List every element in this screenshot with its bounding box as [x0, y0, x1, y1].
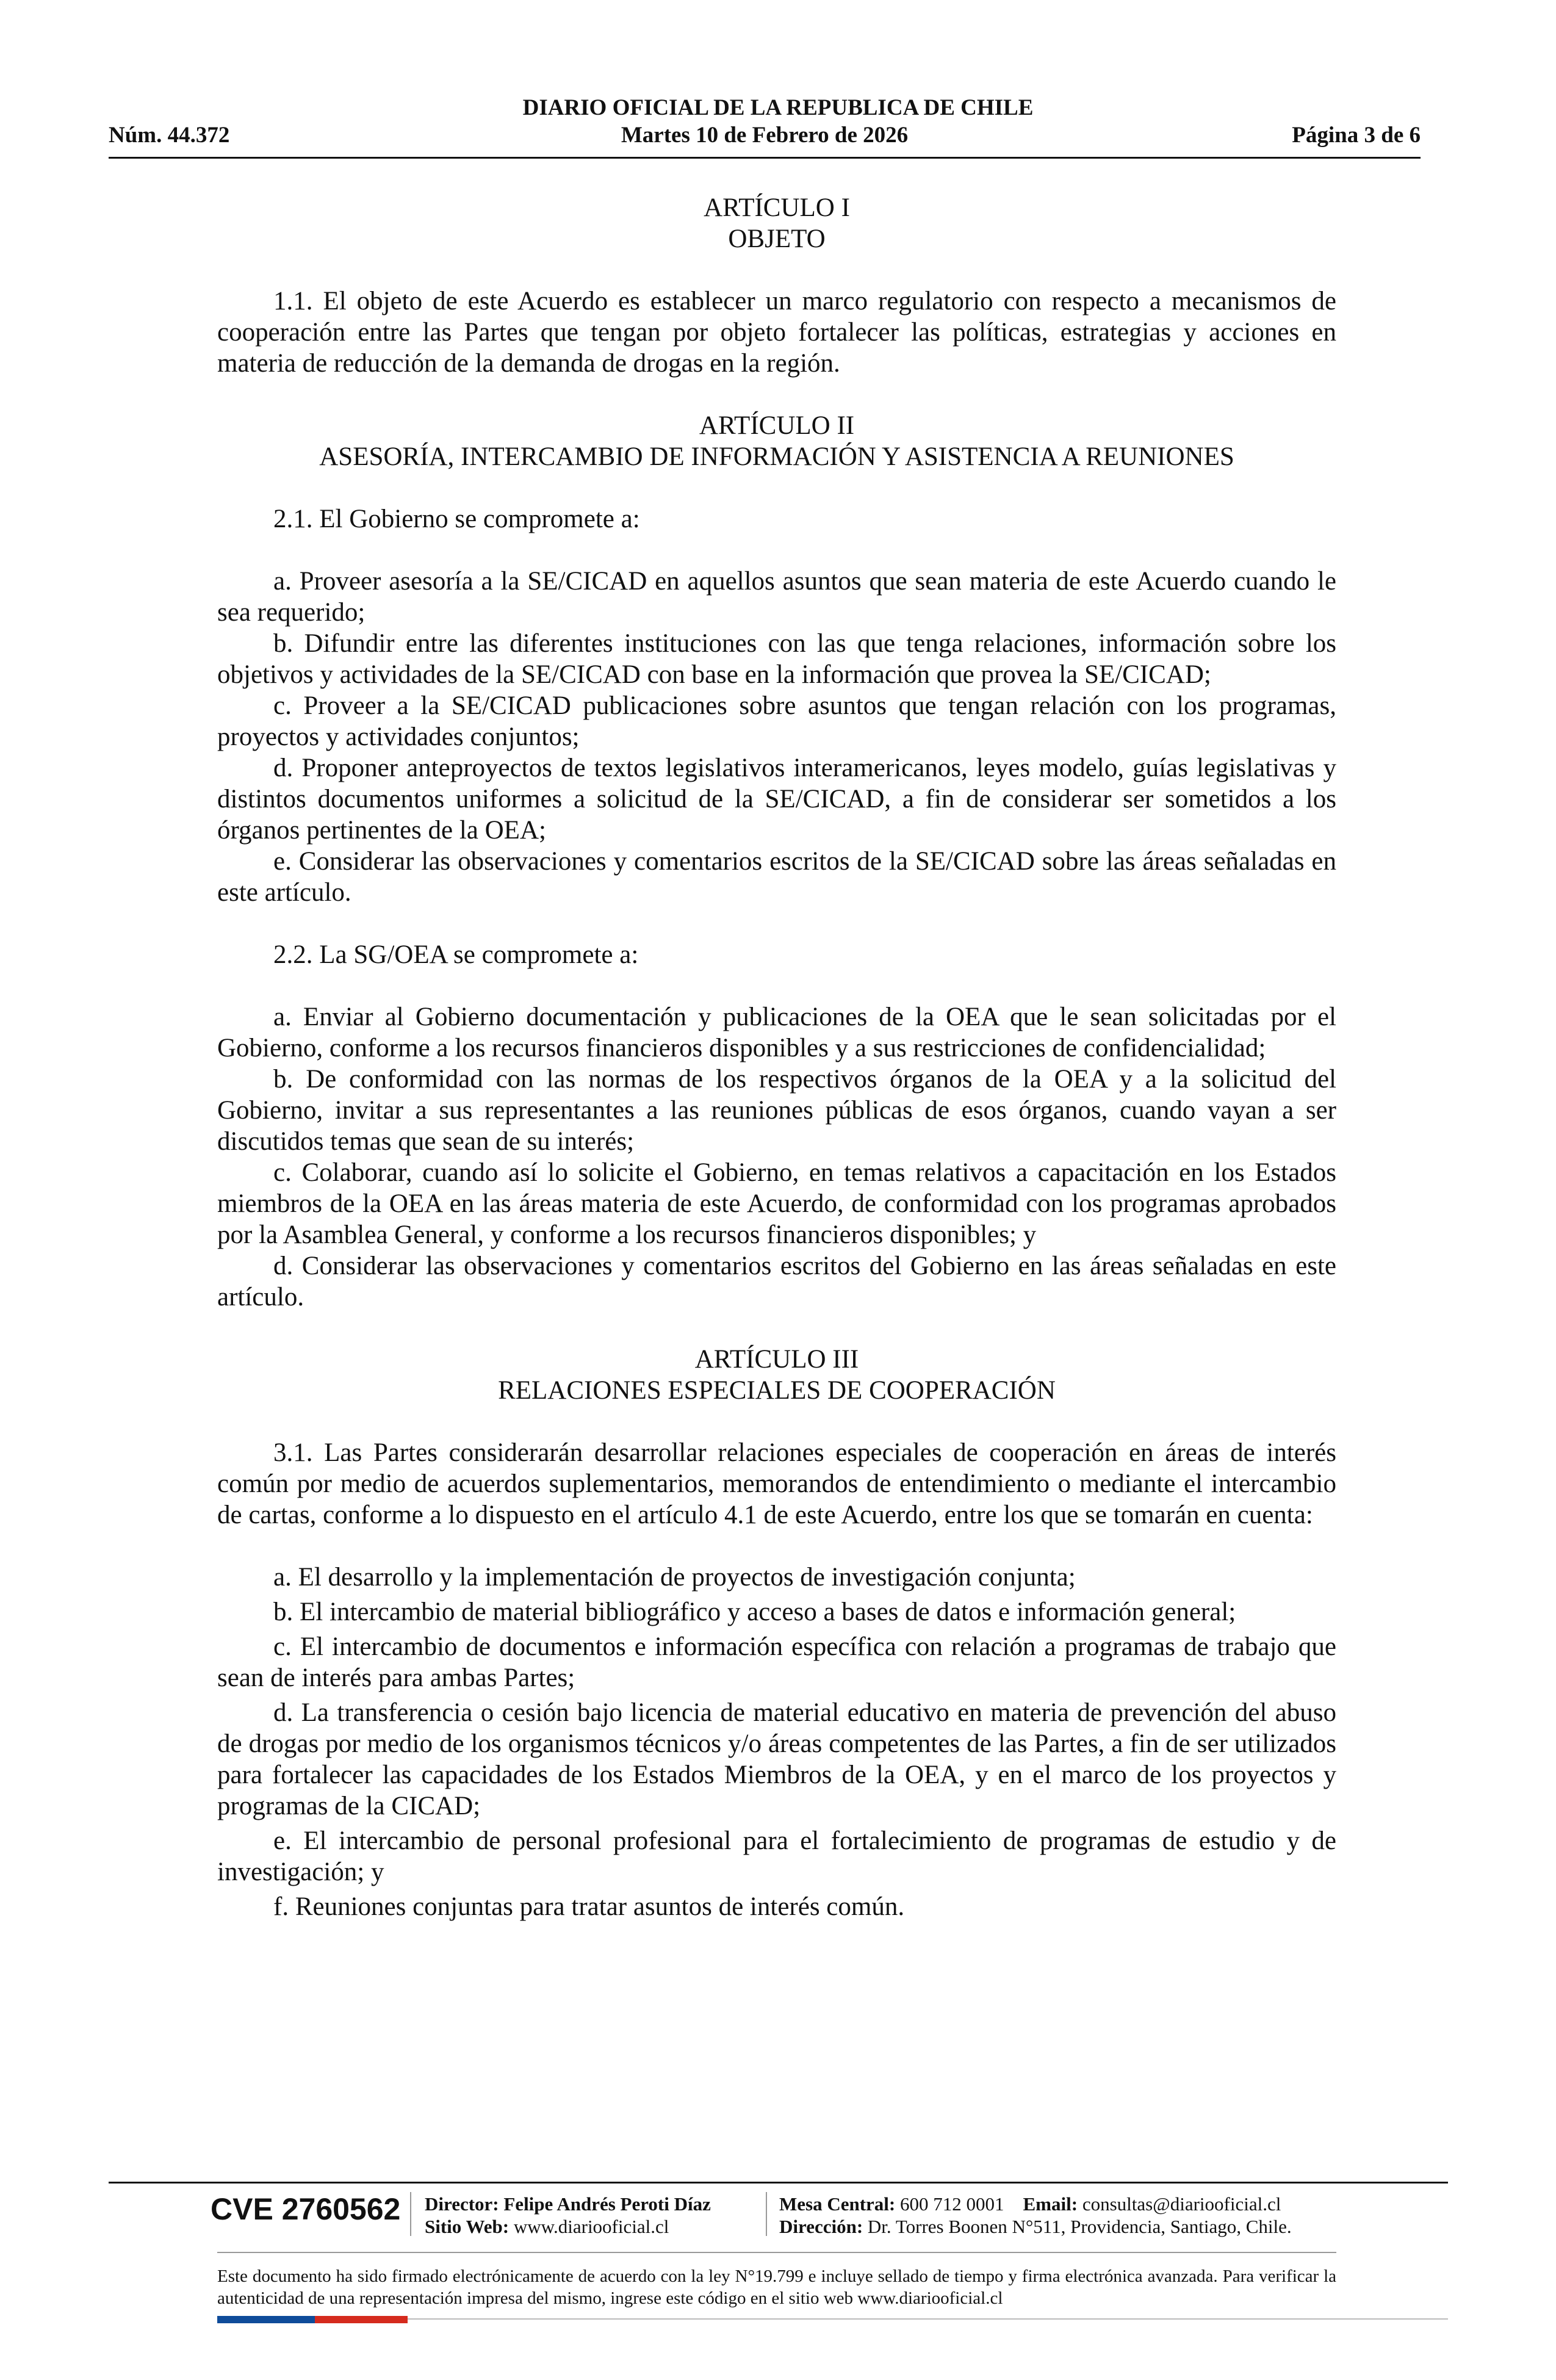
footer-divider-mid: [217, 2252, 1336, 2253]
list-item: f. Reuniones conjuntas para tratar asuntos de interés común.: [273, 1892, 905, 1921]
footer-separator: [766, 2192, 767, 2236]
list-item: d. La transferencia o cesión bajo licencia de material educativo en materia de prevención del abuso de drogas por medio de los organismos técnicos y/o áreas competentes de las Partes, a fin de ser utilizados para fortalecer las capacidades de los Estados Miembros de la OEA, y en el marco de los proyectos y programas de la CICAD;: [217, 1698, 1336, 1820]
section-2-2-intro: 2.2. La SG/OEA se compromete a:: [273, 940, 639, 969]
header-divider: [109, 157, 1421, 159]
article-2: [217, 410, 1336, 1313]
director-label: Director:: [425, 2193, 499, 2215]
flag-stripe-red: [315, 2316, 408, 2323]
article-1: [217, 192, 1336, 379]
mesa-label: Mesa Central:: [779, 2193, 896, 2215]
footer-divider-bottom: [408, 2318, 1448, 2320]
list-item: e. Considerar las observaciones y comentarios escritos de la SE/CICAD sobre las áreas señaladas en este artículo.: [217, 847, 1336, 907]
page-indicator: Página 3 de 6: [1292, 123, 1421, 148]
list-item: a. Proveer asesoría a la SE/CICAD en aquellos asuntos que sean materia de este Acuerdo cuando le sea requerido;: [217, 567, 1336, 627]
list-item: a. Enviar al Gobierno documentación y publicaciones de la OEA que le sean solicitadas por el Gobierno, conforme a los recursos financieros disponibles y a sus restricciones de confidencialidad;: [217, 1003, 1336, 1062]
list-item: b. Difundir entre las diferentes instituciones con las que tenga relaciones, información sobre los objetivos y actividades de la SE/CICAD con base en la información que provea la SE/CICAD;: [217, 629, 1336, 689]
site-link[interactable]: www.diariooficial.cl: [513, 2216, 669, 2237]
footer-contact-block: [779, 2193, 1292, 2238]
article-2-heading: ARTÍCULO II: [699, 411, 855, 440]
list-item: b. El intercambio de material bibliográfico y acceso a bases de datos e información general;: [273, 1598, 1236, 1626]
section-2-1-intro: 2.1. El Gobierno se compromete a:: [273, 505, 640, 533]
issue-date: Martes 10 de Febrero de 2026: [621, 123, 909, 148]
site-label: Sitio Web:: [425, 2216, 510, 2237]
footer-director-block: [425, 2193, 711, 2238]
article-3: [217, 1344, 1336, 1922]
article-3-paragraph: 3.1. Las Partes considerarán desarrollar relaciones especiales de cooperación en áreas de interés común por medio de acuerdos suplementarios, memorandos de entendimiento o mediante el intercambio de cartas, conforme a lo dispuesto en el artículo 4.1 de este Acuerdo, entre los que se tomarán en cuenta:: [217, 1438, 1336, 1529]
list-item: e. El intercambio de personal profesional para el fortalecimiento de programas de estudio y de investigación; y: [217, 1826, 1336, 1886]
document-body: [217, 192, 1336, 1922]
cve-code: CVE 2760562: [211, 2192, 401, 2226]
article-3-subheading: RELACIONES ESPECIALES DE COOPERACIÓN: [498, 1376, 1056, 1405]
article-3-heading: ARTÍCULO III: [694, 1345, 859, 1374]
article-2-subheading: ASESORÍA, INTERCAMBIO DE INFORMACIÓN Y ASISTENCIA A REUNIONES: [319, 442, 1234, 471]
list-item: c. El intercambio de documentos e información específica con relación a programas de trabajo que sean de interés para ambas Partes;: [217, 1632, 1336, 1692]
address-label: Dirección:: [779, 2216, 863, 2237]
article-1-heading: ARTÍCULO I: [704, 193, 850, 222]
article-1-subheading: OBJETO: [728, 225, 826, 253]
address-text: Dr. Torres Boonen N°511, Providencia, Santiago, Chile.: [867, 2216, 1292, 2237]
flag-stripe-blue: [217, 2316, 315, 2323]
email-link[interactable]: consultas@diariooficial.cl: [1082, 2193, 1281, 2215]
list-item: d. Considerar las observaciones y comentarios escritos del Gobierno en las áreas señaladas en este artículo.: [217, 1252, 1336, 1311]
footer-divider-top: [109, 2182, 1448, 2183]
issue-number: Núm. 44.372: [109, 123, 230, 148]
director-name: Felipe Andrés Peroti Díaz: [503, 2193, 711, 2215]
list-item: b. De conformidad con las normas de los respectivos órganos de la OEA y a la solicitud del Gobierno, invitar a sus representantes a las reuniones públicas de esos órganos, cuando vayan a ser discutidos temas que sean de su interés;: [217, 1065, 1336, 1156]
newspaper-title: DIARIO OFICIAL DE LA REPUBLICA DE CHILE: [522, 95, 1034, 120]
mesa-phone: 600 712 0001: [900, 2193, 1004, 2215]
list-item: c. Proveer a la SE/CICAD publicaciones sobre asuntos que tengan relación con los programas, proyectos y actividades conjuntos;: [217, 691, 1336, 751]
email-label: Email:: [1023, 2193, 1078, 2215]
list-item: d. Proponer anteproyectos de textos legislativos interamericanos, leyes modelo, guías legislativas y distintos documentos uniformes a solicitud de la SE/CICAD, a fin de considerar ser sometidos a los órganos pertinentes de la OEA;: [217, 754, 1336, 845]
article-1-paragraph: 1.1. El objeto de este Acuerdo es establecer un marco regulatorio con respecto a mecanismos de cooperación entre las Partes que tengan por objeto fortalecer las políticas, estrategias y acciones en materia de reducción de la demanda de drogas en la región.: [217, 287, 1336, 378]
legal-notice: Este documento ha sido firmado electrónicamente de acuerdo con la ley N°19.799 e incluye sellado de tiempo y firma electrónica avanzada. Para verificar la autenticidad de una representación impresa del mismo, ingrese este código en el sitio web www.diariooficial.cl: [217, 2266, 1336, 2308]
list-item: c. Colaborar, cuando así lo solicite el Gobierno, en temas relativos a capacitación en los Estados miembros de la OEA en las áreas materia de este Acuerdo, de conformidad con los programas aprobados por la Asamblea General, y conforme a los recursos financieros disponibles; y: [217, 1158, 1336, 1249]
list-item: a. El desarrollo y la implementación de proyectos de investigación conjunta;: [273, 1563, 1076, 1592]
footer-separator: [410, 2192, 411, 2236]
